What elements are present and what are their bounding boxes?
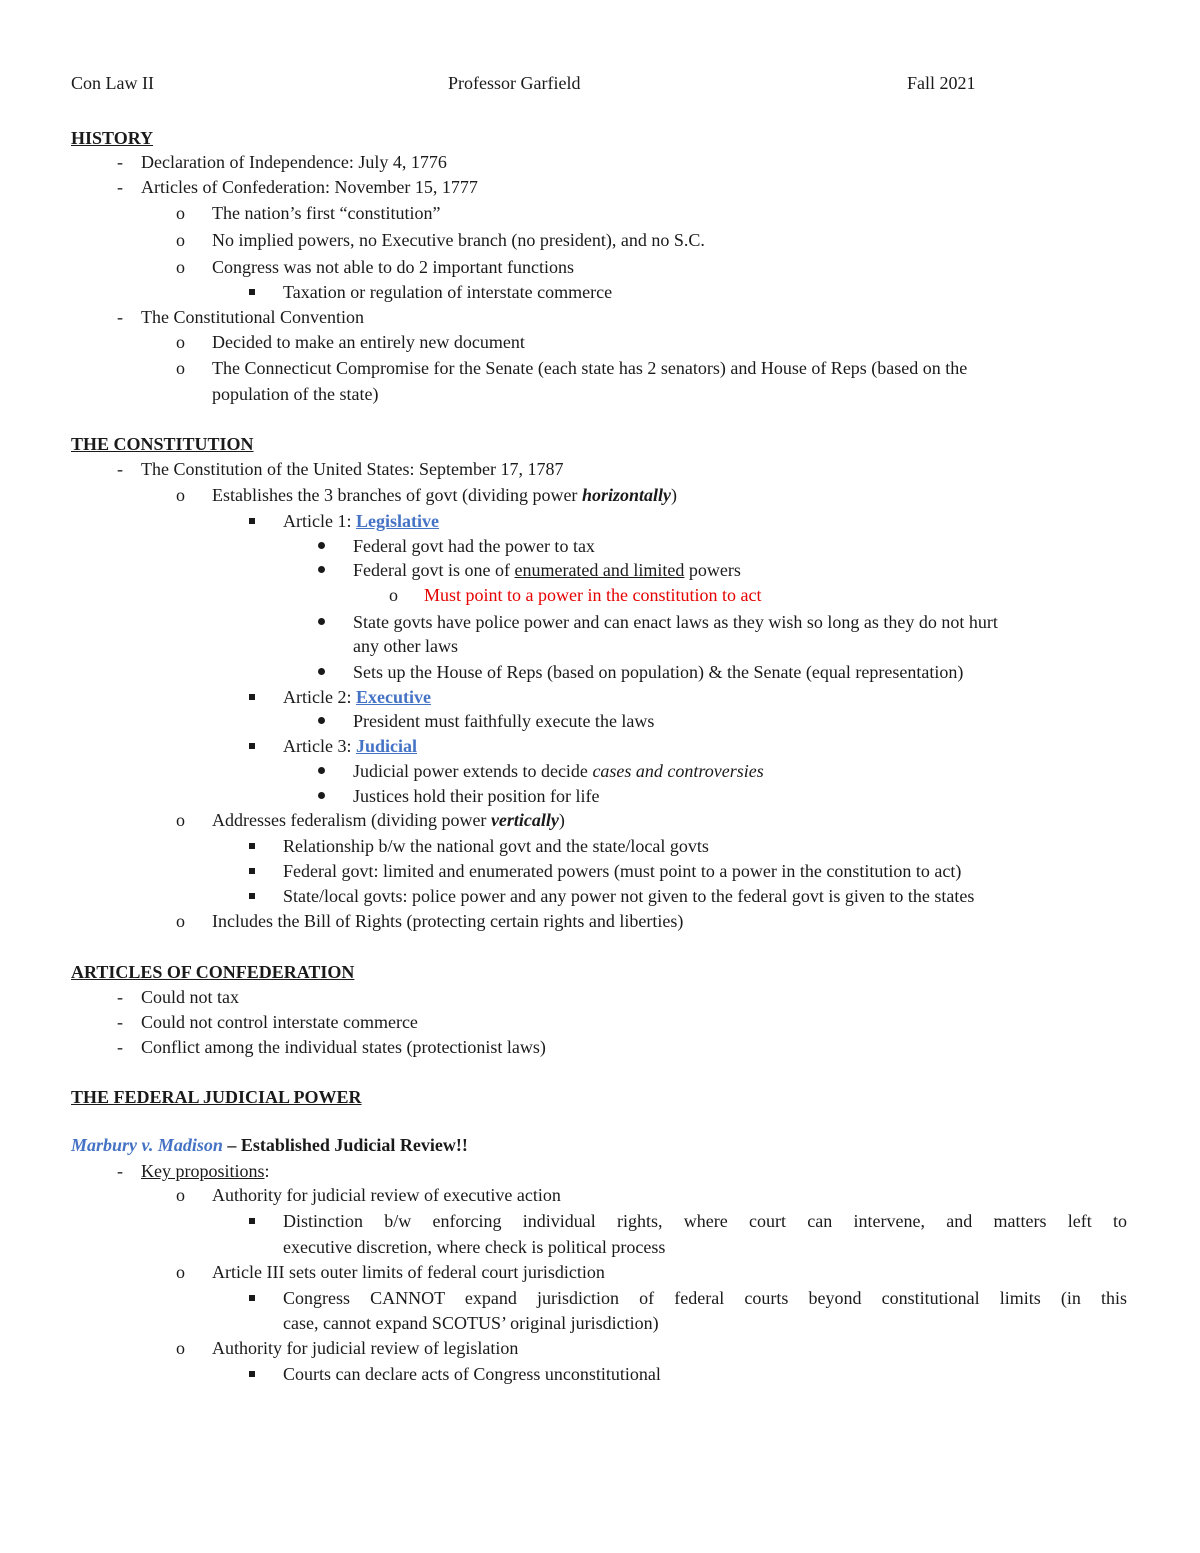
dash-bullet: - bbox=[117, 307, 123, 327]
art1-item-c-cont: any other laws bbox=[353, 636, 458, 656]
square-bullet bbox=[249, 518, 255, 524]
constitution-branches: Establishes the 3 branches of govt (dividing power horizontally) bbox=[212, 485, 677, 505]
legislative-link[interactable]: Legislative bbox=[355, 511, 439, 531]
dot-bullet bbox=[318, 566, 325, 573]
circle-bullet: o bbox=[176, 1185, 185, 1205]
circle-bullet: o bbox=[176, 485, 185, 505]
history-doi: Declaration of Independence: July 4, 1776 bbox=[141, 152, 447, 172]
key-propositions: Key propositions: bbox=[141, 1161, 270, 1181]
circle-bullet: o bbox=[389, 585, 398, 605]
header-term: Fall 2021 bbox=[907, 73, 976, 93]
judicial-heading: THE FEDERAL JUDICIAL POWER bbox=[71, 1087, 362, 1107]
constitution-heading: THE CONSTITUTION bbox=[71, 434, 254, 454]
dot-bullet bbox=[318, 717, 325, 724]
history-convention: The Constitutional Convention bbox=[141, 307, 364, 327]
constitution-bor: Includes the Bill of Rights (protecting certain rights and liberties) bbox=[212, 911, 684, 931]
square-bullet bbox=[249, 1218, 255, 1224]
judicial-link[interactable]: Judicial bbox=[355, 736, 417, 756]
prop-1a-cont: executive discretion, where check is political process bbox=[283, 1237, 666, 1257]
dot-bullet bbox=[318, 618, 325, 625]
dash-bullet: - bbox=[117, 1012, 123, 1032]
art3-item-a: Judicial power extends to decide cases and controversies bbox=[353, 761, 764, 781]
square-bullet bbox=[249, 868, 255, 874]
history-conv-2: The Connecticut Compromise for the Senate (each state has 2 senators) and House of Reps (based on the bbox=[212, 358, 968, 378]
prop-1: Authority for judicial review of executive action bbox=[212, 1185, 561, 1205]
circle-bullet: o bbox=[176, 230, 185, 250]
circle-bullet: o bbox=[176, 203, 185, 223]
history-aoc: Articles of Confederation: November 15, 1777 bbox=[141, 177, 478, 197]
dot-bullet bbox=[318, 792, 325, 799]
dash-bullet: - bbox=[117, 459, 123, 479]
article-1: Article 1: Legislative bbox=[283, 511, 439, 531]
prop-3: Authority for judicial review of legislation bbox=[212, 1338, 519, 1358]
aoc-item: Conflict among the individual states (protectionist laws) bbox=[141, 1037, 546, 1057]
dash-bullet: - bbox=[117, 987, 123, 1007]
history-aoc-2: No implied powers, no Executive branch (no president), and no S.C. bbox=[212, 230, 705, 250]
prop-2a: Congress CANNOT expand jurisdiction of federal courts beyond constitutional limits (in this bbox=[283, 1288, 1127, 1308]
history-aoc-3a: Taxation or regulation of interstate commerce bbox=[283, 282, 613, 302]
square-bullet bbox=[249, 743, 255, 749]
square-bullet bbox=[249, 289, 255, 295]
dot-bullet bbox=[318, 542, 325, 549]
art1-item-c: State govts have police power and can enact laws as they wish so long as they do not hurt bbox=[353, 612, 998, 632]
executive-link[interactable]: Executive bbox=[355, 687, 431, 707]
art1-item-a: Federal govt had the power to tax bbox=[353, 536, 595, 556]
square-bullet bbox=[249, 843, 255, 849]
dot-bullet bbox=[318, 668, 325, 675]
square-bullet bbox=[249, 694, 255, 700]
constitution-main: The Constitution of the United States: September 17, 1787 bbox=[141, 459, 564, 479]
history-aoc-3: Congress was not able to do 2 important functions bbox=[212, 257, 574, 277]
circle-bullet: o bbox=[176, 810, 185, 830]
circle-bullet: o bbox=[176, 911, 185, 931]
square-bullet bbox=[249, 1371, 255, 1377]
header-course: Con Law II bbox=[71, 73, 154, 93]
art3-item-b: Justices hold their position for life bbox=[353, 786, 600, 806]
aoc-item: Could not control interstate commerce bbox=[141, 1012, 418, 1032]
dash-bullet: - bbox=[117, 177, 123, 197]
circle-bullet: o bbox=[176, 358, 185, 378]
circle-bullet: o bbox=[176, 1262, 185, 1282]
art1-item-b-sub: Must point to a power in the constitution to act bbox=[424, 585, 762, 605]
article-2: Article 2: Executive bbox=[283, 687, 431, 707]
prop-1a: Distinction b/w enforcing individual rights, where court can intervene, and matters left to bbox=[283, 1211, 1127, 1231]
header-professor: Professor Garfield bbox=[448, 73, 581, 93]
constitution-federalism: Addresses federalism (dividing power vertically) bbox=[212, 810, 565, 830]
history-aoc-1: The nation’s first “constitution” bbox=[212, 203, 441, 223]
dot-bullet bbox=[318, 767, 325, 774]
dash-bullet: - bbox=[117, 1161, 123, 1181]
circle-bullet: o bbox=[176, 1338, 185, 1358]
art2-item-a: President must faithfully execute the laws bbox=[353, 711, 655, 731]
history-heading: HISTORY bbox=[71, 128, 154, 148]
dash-bullet: - bbox=[117, 1037, 123, 1057]
history-conv-2-cont: population of the state) bbox=[212, 384, 379, 404]
case-title: Marbury v. Madison – Established Judicial Review!! bbox=[71, 1135, 468, 1155]
square-bullet bbox=[249, 1295, 255, 1301]
federalism-2: Federal govt: limited and enumerated powers (must point to a power in the constitution to act) bbox=[283, 861, 962, 881]
prop-2a-cont: case, cannot expand SCOTUS’ original jurisdiction) bbox=[283, 1313, 659, 1333]
aoc-heading: ARTICLES OF CONFEDERATION bbox=[71, 962, 355, 982]
case-name: Marbury v. Madison bbox=[71, 1135, 223, 1155]
circle-bullet: o bbox=[176, 332, 185, 352]
aoc-item: Could not tax bbox=[141, 987, 239, 1007]
dash-bullet: - bbox=[117, 152, 123, 172]
history-conv-1: Decided to make an entirely new document bbox=[212, 332, 525, 352]
federalism-3: State/local govts: police power and any power not given to the federal govt is given to the states bbox=[283, 886, 975, 906]
prop-2: Article III sets outer limits of federal court jurisdiction bbox=[212, 1262, 605, 1282]
art1-item-d: Sets up the House of Reps (based on population) & the Senate (equal representation) bbox=[353, 662, 964, 682]
square-bullet bbox=[249, 893, 255, 899]
circle-bullet: o bbox=[176, 257, 185, 277]
article-3: Article 3: Judicial bbox=[283, 736, 417, 756]
art1-item-b: Federal govt is one of enumerated and limited powers bbox=[353, 560, 741, 580]
federalism-1: Relationship b/w the national govt and the state/local govts bbox=[283, 836, 709, 856]
prop-3a: Courts can declare acts of Congress unconstitutional bbox=[283, 1364, 661, 1384]
